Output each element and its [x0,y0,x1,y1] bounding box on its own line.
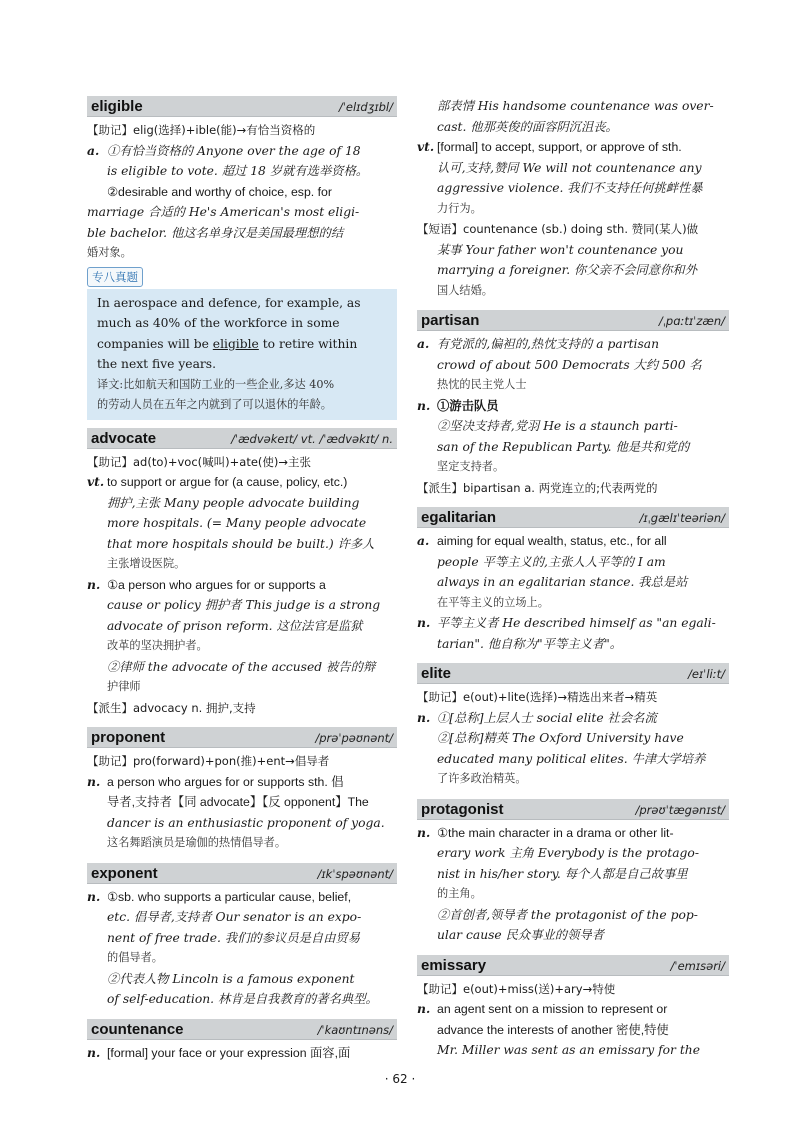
headword-bar [87,863,397,884]
pronunciation: /ˈemɪsəri/ [670,958,725,973]
definition-line: 这名舞蹈演员是瑜伽的热情倡导者。 [107,836,287,849]
pronunciation: /prəˈpəʊnənt/ [315,731,393,745]
definition-line: 护律师 [107,680,141,693]
entry-proponent [87,727,397,854]
headword-bar [87,1019,397,1040]
definition-line: tarian". 他自称为"平等主义者"。 [437,636,623,651]
definition-line: 改革的坚决拥护者。 [107,639,208,652]
headword-bar [417,663,729,684]
phrase: 【短语】countenance (sb.) doing sth. 赞同(某人)做 [417,222,699,236]
entry-emissary [417,955,729,1061]
definition-line: aiming for equal wealth, status, etc., for all [437,534,667,548]
definition-line: 认可,支持,赞同 We will not countenance any [437,160,702,175]
definition-line: ①游击队员 [437,397,499,413]
right-column [417,96,729,1061]
definition-line: 部表情 His handsome countenance was over- [437,99,714,113]
definition-line: ②律师 the advocate of the accused 被告的辩 [107,659,376,674]
mnemonic: 【助记】ad(to)+voc(喊叫)+ate(使)→主张 [87,454,312,469]
definition-line: ①the main character in a drama or other lit- [437,825,674,840]
definition-line: aggressive violence. 我们不支持任何挑衅性暴 [437,181,703,195]
exam-line: much as 40% of the workforce in some [97,316,340,330]
exam-line: In aerospace and defence, for example, as [97,295,361,310]
definition-line: advocate of prison reform. 这位法官是监狱 [107,618,363,633]
highlighted-word: eligible [212,336,259,351]
headword: protagonist [421,800,504,818]
definition-line: ①[总称]上层人士 social elite 社会名流 [437,710,657,725]
definition-line: 热忱的民主党人士 [437,378,527,391]
headword: exponent [91,864,158,882]
definition-line: marriage 合适的 He's American's most eligi- [87,205,360,219]
pos-label: n. [417,1001,431,1016]
headword-bar [417,507,729,528]
definition-line: etc. 倡导者,支持者 Our senator is an expo- [107,910,362,924]
definition-line: [formal] your face or your expression 面容,面 [107,1045,351,1060]
pos-label: a. [417,533,430,548]
pos-label: n. [87,1044,101,1060]
page-number: · 62 · [384,1072,416,1086]
pronunciation: /ɪˌgælɪˈteəriən/ [639,511,725,525]
definition-line: ①a person who argues for or supports a [107,577,326,592]
definition-line: nent of free trade. 我们的参议员是自由贸易 [107,930,361,945]
definition-line: nist in his/her story. 每个人都是自己故事里 [437,866,688,881]
definition-line: of self-education. 林肯是自我教育的著名典型。 [107,992,378,1006]
pos-label: n. [417,397,431,413]
headword-bar [417,310,729,331]
headword-bar [417,955,729,976]
definition-line: 的倡导者。 [107,951,163,964]
pos-label: n. [87,576,101,592]
pos-label: a. [87,142,100,158]
definition-line: ②[总称]精英 The Oxford University have [437,731,684,745]
definition-line: ②desirable and worthy of choice, esp. for [107,184,332,199]
definition-line: to support or argue for (a cause, policy, etc.) [107,475,348,489]
headword: egalitarian [421,509,497,526]
definition-line: dancer is an enthusiastic proponent of yoga. [107,815,385,830]
entry-protagonist [417,799,729,946]
derivative: 【派生】advocacy n. 拥护,支持 [87,700,256,715]
entry-egalitarian [417,507,729,654]
definition-line: always in an egalitarian stance. 我总是站 [437,575,688,589]
definition-line: cast. 他那英俊的面容阴沉沮丧。 [437,119,618,134]
pos-label: a. [417,336,430,351]
headword-bar [87,428,397,449]
definition-line: that more hospitals should be built.) 许多人 [107,536,375,551]
exam-line: companies will be eligible to retire within [97,336,358,351]
pos-label: vt. [87,474,105,489]
entry-partisan [417,310,729,498]
definition-line: an agent sent on a mission to represent or [437,1002,668,1016]
mnemonic: 【助记】e(out)+lite(选择)→精选出来者→精英 [417,690,658,704]
derivative: 【派生】bipartisan a. 两党连立的;代表两党的 [417,480,658,495]
pos-label: n. [417,709,431,725]
definition-line: 的主角。 [437,887,482,900]
entry-advocate [87,428,397,719]
pronunciation: /ˈelɪdʒɪbl/ [338,100,393,114]
definition-line: ①sb. who supports a particular cause, belief, [107,889,352,904]
pos-label: n. [417,824,431,840]
headword: emissary [421,956,487,974]
exam-translation: 的劳动人员在五年之内就到了可以退休的年龄。 [97,398,332,411]
headword-bar [417,799,729,820]
entry-countenance [87,1019,397,1064]
mnemonic: 【助记】pro(forward)+pon(推)+ent→倡导者 [87,754,330,768]
mnemonic: 【助记】e(out)+miss(送)+ary→特使 [417,981,616,996]
definition-line: erary work 主角 Everybody is the protago- [437,846,699,860]
definition-line: 力行为。 [437,201,482,215]
mnemonic: 【助记】elig(选择)+ible(能)→有恰当资格的 [87,123,316,137]
pronunciation: /eɪˈliːt/ [687,667,725,681]
definition-line: advance the interests of another 密使,特使 [437,1022,669,1037]
definition-line: 婚对象。 [87,246,132,259]
entry-elite [417,663,729,790]
definition-line: ular cause 民众事业的领导者 [437,928,604,942]
definition-line: a person who argues for or supports sth. 倡 [107,774,344,789]
pronunciation: /prəʊˈtægənɪst/ [635,802,725,817]
pronunciation: /ˈædvəkeɪt/ vt. /ˈædvəkɪt/ n. [231,431,393,446]
pos-label: vt. [417,139,435,154]
headword-bar [87,727,397,748]
definition-line: ②代表人物 Lincoln is a famous exponent [107,971,355,986]
headword: partisan [421,312,480,329]
definition-line: ble bachelor. 他这名单身汉是美国最理想的结 [87,225,344,240]
definition-line: ②首创者,领导者 the protagonist of the pop- [437,907,698,922]
definition-line: 平等主义者 He described himself as "an egali- [437,616,716,630]
definition-line: san of the Republican Party. 他是共和党的 [437,439,690,454]
pronunciation: /ˌpɑːtɪˈzæn/ [658,314,725,328]
definition-line: crowd of about 500 Democrats 大约 500 名 [437,357,702,372]
definition-line: 导者,支持者【同 advocate】【反 opponent】The [107,795,369,809]
pos-label: n. [87,888,101,904]
definition-line: 某事 Your father won't countenance you [437,242,684,257]
entry-eligible [87,96,397,420]
definition-line: 主张增设医院。 [107,557,186,570]
definition-line: is eligible to vote. 超过 18 岁就有选举资格。 [107,164,369,178]
headword: proponent [91,729,166,746]
exam-label: 专八真题 [87,267,143,287]
definition-line: marrying a foreigner. 你父亲不会同意你和外 [437,263,697,277]
definition-line: [formal] to accept, support, or approve of sth. [437,140,682,154]
headword-bar [87,96,397,117]
headword: eligible [91,98,143,115]
definition-line: cause or policy 拥护者 This judge is a strong [107,598,381,612]
entry-countenance-continued [417,96,729,301]
pronunciation: /ɪkˈspəʊnənt/ [317,866,393,881]
headword: advocate [91,429,157,447]
exam-box [87,289,397,420]
definition-line: people 平等主义的,主张人人平等的 I am [437,554,666,569]
definition-line: 了许多政治精英。 [437,772,527,785]
definition-line: ②坚决支持者,党羽 He is a staunch parti- [437,419,678,433]
definition-line: 国人结婚。 [437,283,493,297]
left-column [87,96,397,1063]
definition-line: ①有恰当资格的 Anyone over the age of 18 [107,143,361,158]
definition-line: Mr. Miller was sent as an emissary for the [437,1043,700,1057]
definition-line: educated many political elites. 牛津大学培养 [437,751,706,766]
definition-line: more hospitals. (= Many people advocate [107,516,367,530]
pos-label: n. [87,773,101,789]
exam-line: the next five years. [97,357,217,371]
headword: elite [421,665,452,682]
definition-line: 拥护,主张 Many people advocate building [107,495,360,510]
definition-line: 在平等主义的立场上。 [437,595,549,609]
headword: countenance [91,1020,184,1038]
definition-line: 有党派的,偏袒的,热忱支持的 a partisan [437,337,660,351]
definition-line: 坚定支持者。 [437,460,505,473]
pronunciation: /ˈkaʊntɪnəns/ [317,1022,393,1037]
exam-translation: 译文:比如航天和国防工业的一些企业,多达 40% [97,377,335,391]
pos-label: n. [417,615,431,630]
entry-exponent [87,863,397,1010]
